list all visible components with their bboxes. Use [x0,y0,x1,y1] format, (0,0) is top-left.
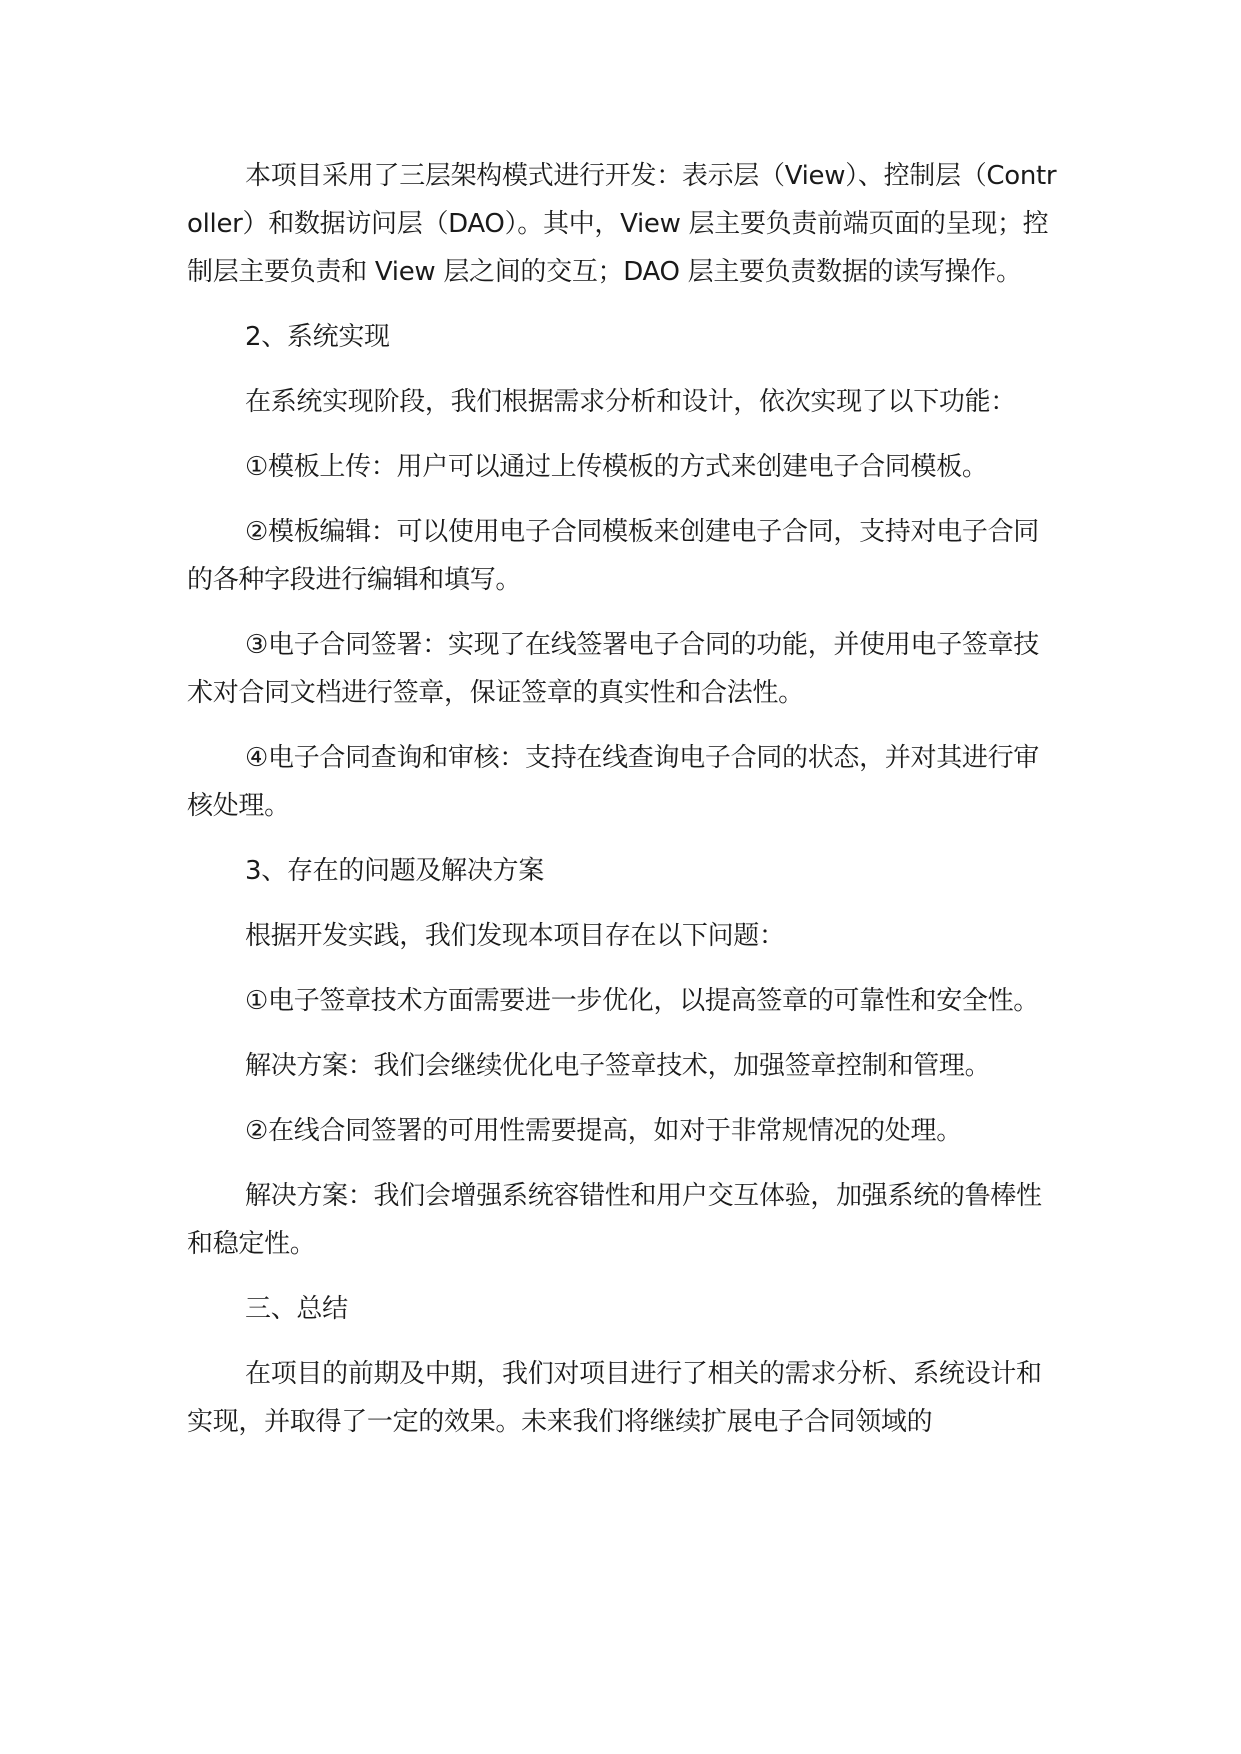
list-item-contract-signing: ③电子合同签署：实现了在线签署电子合同的功能，并使用电子签章技术对合同文档进行签章，保证签章的真实性和合法性。 [187,630,1040,708]
list-item-problem-1: ①电子签章技术方面需要进一步优化，以提高签章的可靠性和安全性。 [245,986,1040,1016]
paragraph-implementation-intro: 在系统实现阶段，我们根据需求分析和设计，依次实现了以下功能： [245,387,1017,417]
list-item-contract-query: ④电子合同查询和审核：支持在线查询电子合同的状态，并对其进行审核处理。 [187,743,1040,821]
list-item-problem-2: ②在线合同签署的可用性需要提高，如对于非常规情况的处理。 [245,1116,962,1146]
paragraph-architecture: 本项目采用了三层架构模式进行开发：表示层（View）、控制层（Controller）和数据访问层（DAO）。其中，View 层主要负责前端页面的呈现；控制层主要负责和 View 层之间的交互；DAO 层主要负责数据的读写操作。 [187,161,1057,287]
paragraph-problems-intro: 根据开发实践，我们发现本项目存在以下问题： [245,921,785,951]
document-body [187,152,1057,1446]
paragraph-solution-1: 解决方案：我们会继续优化电子签章技术，加强签章控制和管理。 [245,1051,991,1081]
heading-system-implementation: 2、系统实现 [245,322,390,352]
heading-summary: 三、总结 [245,1294,348,1324]
paragraph-summary: 在项目的前期及中期，我们对项目进行了相关的需求分析、系统设计和实现，并取得了一定的效果。未来我们将继续扩展电子合同领域的 [187,1359,1042,1437]
list-item-template-edit: ②模板编辑：可以使用电子合同模板来创建电子合同，支持对电子合同的各种字段进行编辑和填写。 [187,517,1040,595]
paragraph-solution-2: 解决方案：我们会增强系统容错性和用户交互体验，加强系统的鲁棒性和稳定性。 [187,1181,1042,1259]
list-item-template-upload: ①模板上传：用户可以通过上传模板的方式来创建电子合同模板。 [245,452,988,482]
heading-problems-solutions: 3、存在的问题及解决方案 [245,856,544,886]
